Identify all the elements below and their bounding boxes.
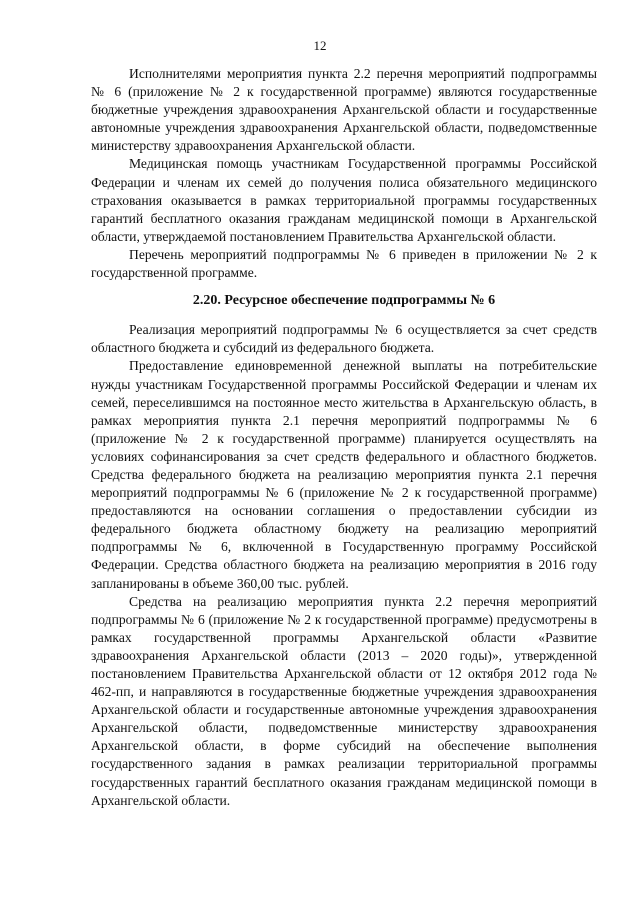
paragraph-activities-list: Перечень мероприятий подпрограммы № 6 приведен в приложении № 2 к государственной программе. xyxy=(91,246,597,281)
page-number: 12 xyxy=(313,38,327,53)
paragraph-implementation: Реализация мероприятий подпрограммы № 6 осуществляется за счет средств областного бюджета и субсидий из федерального бюджета. xyxy=(91,322,597,356)
paragraph-executors: Исполнителями мероприятия пункта 2.2 перечня мероприятий подпрограммы № 6 (приложение № 2 к государственной программе) являются государственные бюджетные учреждения здравоохранения Архангельской области и государственные автономные учреждения здравоохранения Архангельской области, подведомственные министерству здравоохранения Архангельской области. xyxy=(91,66,597,154)
paragraph-medical-care: Медицинская помощь участникам Государственной программы Российской Федерации и членам их семей до получения полиса обязательного медицинского страхования оказывается в рамках территориальной программы государственных гарантий бесплатного оказания гражданам медицинской помощи в Архангельской области, утверждаемой постановлением Правительства Архангельской области. xyxy=(91,156,597,244)
document-body xyxy=(91,65,597,810)
paragraph-funding-2-2: Средства на реализацию мероприятия пункта 2.2 перечня мероприятий подпрограммы № 6 (приложение № 2 к государственной программе) предусмотрены в рамках государственной программы Архангельской области «Развитие здравоохранения Архангельской области (2013 – 2020 годы)», утвержденной постановлением Правительства Архангельской области от 12 октября 2012 года № 462-пп, и направляются в государственные бюджетные учреждения здравоохранения Архангельской области и государственные автономные учреждения здравоохранения Архангельской области, подведомственные министерству здравоохранения Архангельской области, в форме субсидий на обеспечение выполнения государственного задания в рамках реализации территориальной программы государственных гарантий бесплатного оказания гражданам медицинской помощи в Архангельской области. xyxy=(91,593,597,808)
paragraph-lump-sum-payment: Предоставление единовременной денежной выплаты на потребительские нужды участникам Государственной программы Российской Федерации и членам их семей, переселившимся на постоянное место жительства в Архангельскую область, в рамках мероприятия пункта 2.1 перечня мероприятий подпрограммы № 6 (приложение № 2 к государственной программе) планируется осуществлять на условиях софинансирования за счет средств федерального и областного бюджетов. Средства федерального бюджета на реализацию мероприятия пункта 2.1 перечня мероприятий подпрограммы № 6 (приложение № 2 к государственной программе) предоставляются на основании соглашения о предоставлении субсидии из федерального бюджета областному бюджету на реализацию мероприятий подпрограммы № 6, включенной в Государственную программу Российской Федерации. Средства областного бюджета на реализацию мероприятия в 2016 году запланированы в объеме 360,00 тыс. рублей. xyxy=(91,358,597,591)
section-heading: 2.20. Ресурсное обеспечение подпрограммы № 6 xyxy=(192,293,496,309)
